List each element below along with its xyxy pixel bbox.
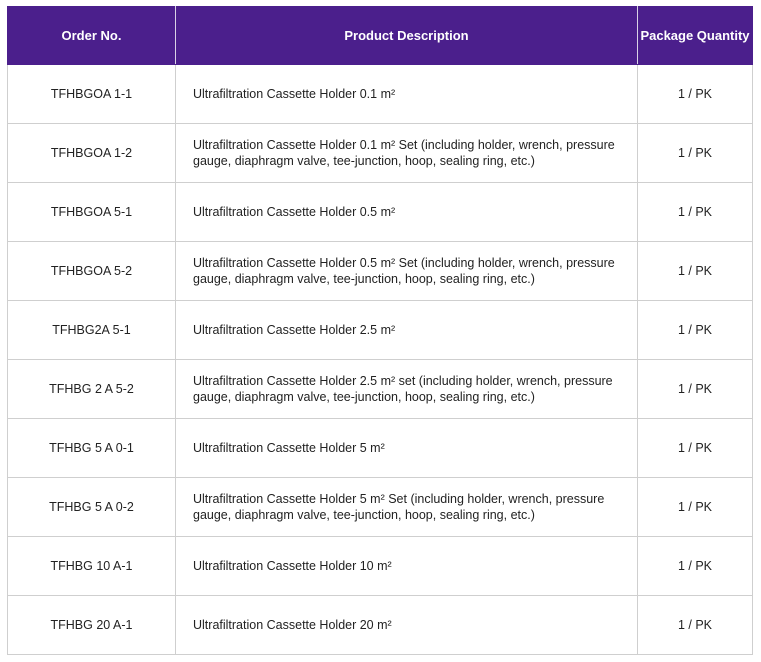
description-cell: Ultrafiltration Cassette Holder 0.5 m² Set (including holder, wrench, pressure gauge, diaphragm valve, tee-junction, hoop, sealing ring, etc.): [176, 242, 638, 301]
description-cell: Ultrafiltration Cassette Holder 0.5 m²: [176, 183, 638, 242]
table-row: [8, 537, 753, 596]
order-number-cell: TFHBGOA 1-2: [8, 124, 176, 183]
table-row: [8, 360, 753, 419]
product-table: [7, 6, 753, 655]
order-number-cell: TFHBGOA 5-1: [8, 183, 176, 242]
quantity-cell: 1 / PK: [638, 419, 753, 478]
quantity-cell: 1 / PK: [638, 360, 753, 419]
table-header-row: [8, 7, 753, 65]
description-cell: Ultrafiltration Cassette Holder 2.5 m²: [176, 301, 638, 360]
table-row: [8, 242, 753, 301]
quantity-cell: 1 / PK: [638, 596, 753, 655]
quantity-cell: 1 / PK: [638, 301, 753, 360]
table-row: [8, 301, 753, 360]
table-row: [8, 65, 753, 124]
order-number-cell: TFHBG 5 A 0-2: [8, 478, 176, 537]
order-number-cell: TFHBG 5 A 0-1: [8, 419, 176, 478]
header-package-quantity: Package Quantity: [638, 7, 753, 65]
description-cell: Ultrafiltration Cassette Holder 20 m²: [176, 596, 638, 655]
quantity-cell: 1 / PK: [638, 183, 753, 242]
order-number-cell: TFHBG 2 A 5-2: [8, 360, 176, 419]
quantity-cell: 1 / PK: [638, 65, 753, 124]
order-number-cell: TFHBGOA 1-1: [8, 65, 176, 124]
table-row: [8, 596, 753, 655]
header-order-no: Order No.: [8, 7, 176, 65]
table-row: [8, 183, 753, 242]
quantity-cell: 1 / PK: [638, 478, 753, 537]
description-cell: Ultrafiltration Cassette Holder 0.1 m²: [176, 65, 638, 124]
description-cell: Ultrafiltration Cassette Holder 0.1 m² Set (including holder, wrench, pressure gauge, diaphragm valve, tee-junction, hoop, sealing ring, etc.): [176, 124, 638, 183]
description-cell: Ultrafiltration Cassette Holder 10 m²: [176, 537, 638, 596]
table-row: [8, 478, 753, 537]
order-number-cell: TFHBG 20 A-1: [8, 596, 176, 655]
table-row: [8, 124, 753, 183]
order-number-cell: TFHBGOA 5-2: [8, 242, 176, 301]
product-table-container: [7, 6, 752, 655]
order-number-cell: TFHBG 10 A-1: [8, 537, 176, 596]
quantity-cell: 1 / PK: [638, 537, 753, 596]
description-cell: Ultrafiltration Cassette Holder 5 m²: [176, 419, 638, 478]
quantity-cell: 1 / PK: [638, 124, 753, 183]
header-product-description: Product Description: [176, 7, 638, 65]
table-row: [8, 419, 753, 478]
description-cell: Ultrafiltration Cassette Holder 2.5 m² set (including holder, wrench, pressure gauge, diaphragm valve, tee-junction, hoop, sealing ring, etc.): [176, 360, 638, 419]
order-number-cell: TFHBG2A 5-1: [8, 301, 176, 360]
quantity-cell: 1 / PK: [638, 242, 753, 301]
description-cell: Ultrafiltration Cassette Holder 5 m² Set (including holder, wrench, pressure gauge, diaphragm valve, tee-junction, hoop, sealing ring, etc.): [176, 478, 638, 537]
